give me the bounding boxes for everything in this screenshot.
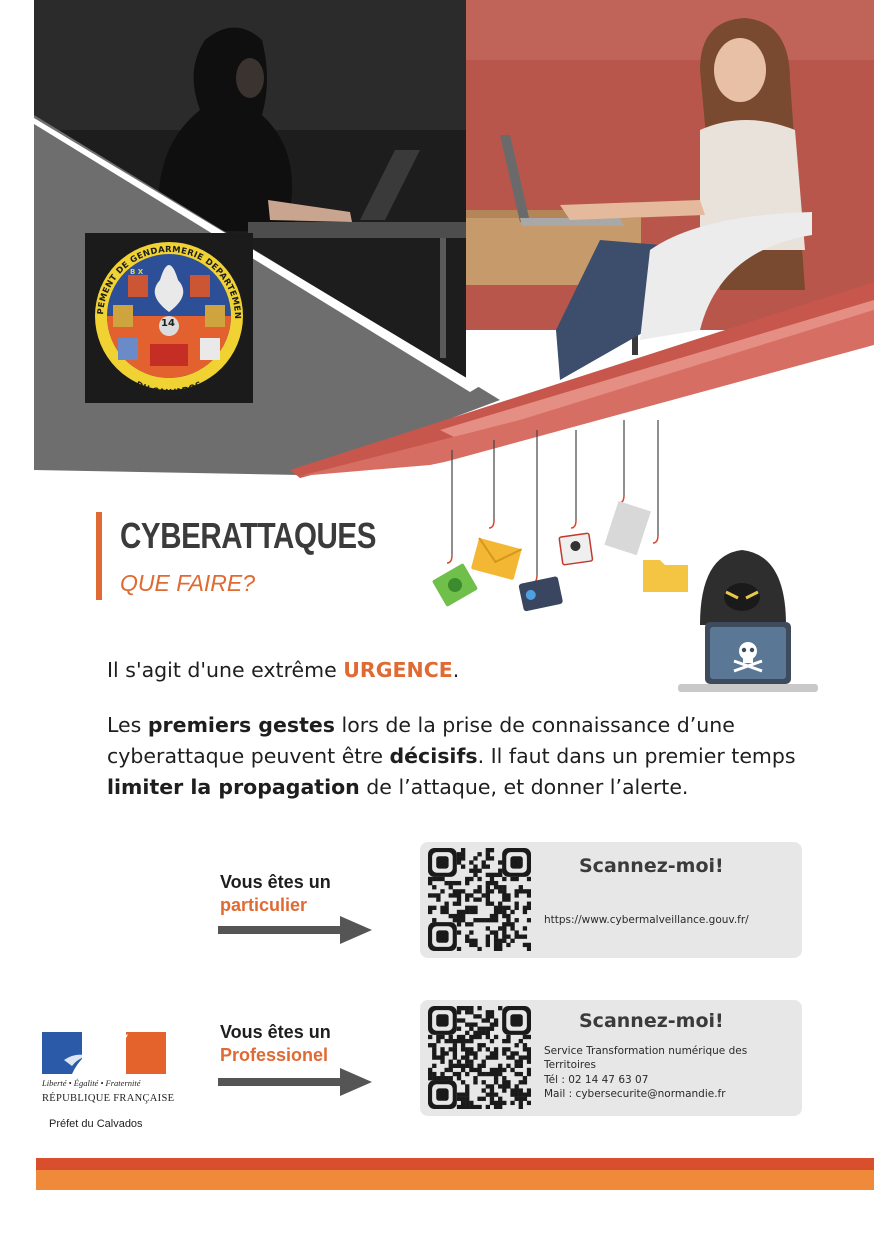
urgency-text: Il s'agit d'une extrême (107, 658, 344, 682)
hooded-hacker-icon (678, 550, 818, 692)
badge-number: 14 (161, 318, 175, 329)
title-accent-bar (96, 512, 102, 600)
bold-decisifs: décisifs (389, 744, 478, 768)
urgency-sentence (107, 655, 459, 686)
page-subtitle: QUE FAIRE? (120, 570, 256, 596)
qr-code-icon[interactable] (428, 848, 531, 951)
particulier-scan-title: Scannez-moi! (579, 855, 724, 877)
page-title: CYBERATTAQUES (120, 515, 376, 556)
folder-icon (643, 560, 688, 592)
professionel-arrow-icon (218, 1068, 374, 1096)
professionel-scan-title: Scannez-moi! (579, 1010, 724, 1032)
money-icon (432, 563, 478, 607)
instructions-paragraph: Les premiers gestes lors de la prise de connaissance d’une cyberattaque peuvent être décisifs. Il faut dans un premier temps limiter la propagation de l’attaque, et donner l’alerte. (107, 713, 796, 799)
bold-premiers-gestes: premiers gestes (147, 713, 335, 737)
document-icon (604, 501, 651, 555)
svg-text:DU CALVADOS (134, 379, 203, 397)
badge-text-top: PEMENT DE GENDARMERIE DEPARTEMEN (95, 243, 244, 320)
credit-card-icon (518, 576, 563, 612)
marianne-logo-icon (42, 1032, 166, 1074)
prefet-label: Préfet du Calvados (49, 1118, 143, 1130)
particulier-label-line2: particulier (220, 895, 308, 915)
republique-name: RÉPUBLIQUE FRANÇAISE (42, 1093, 175, 1104)
qr-code-icon[interactable] (428, 1006, 531, 1109)
professionel-label-line1: Vous êtes un (220, 1022, 331, 1042)
footer-band-red (36, 1158, 874, 1170)
professionel-service: Service Transformation numérique des Territoires (544, 1045, 748, 1071)
footer-band-orange (36, 1170, 874, 1190)
professionel-phone[interactable]: Tél : 02 14 47 63 07 (544, 1074, 649, 1086)
bold-limiter-propagation: limiter la propagation (107, 775, 360, 799)
badge-text-bottom: DU CALVADOS (134, 378, 204, 398)
urgency-end: . (452, 658, 460, 682)
urgency-highlight: URGENCE (343, 658, 453, 682)
badge-shield-initials: B X (130, 268, 144, 276)
svg-text:GROUPEMENT DE GENDARMERIE DEPA (85, 233, 243, 319)
particulier-label-line1: Vous êtes un (220, 872, 331, 892)
envelope-icon (471, 538, 522, 580)
professionel-email-link[interactable]: Mail : cybersecurite@normandie.fr (544, 1088, 726, 1100)
phishing-hooks-illustration (425, 415, 845, 705)
particulier-arrow-icon (218, 916, 374, 944)
particulier-url-link[interactable]: https://www.cybermalveillance.gouv.fr/ (544, 914, 749, 926)
professionel-label-line2: Professionel (220, 1045, 329, 1065)
badge-text-ring (85, 233, 253, 403)
republique-motto: Liberté • Égalité • Fraternité (42, 1078, 141, 1088)
id-card-icon (559, 533, 593, 565)
